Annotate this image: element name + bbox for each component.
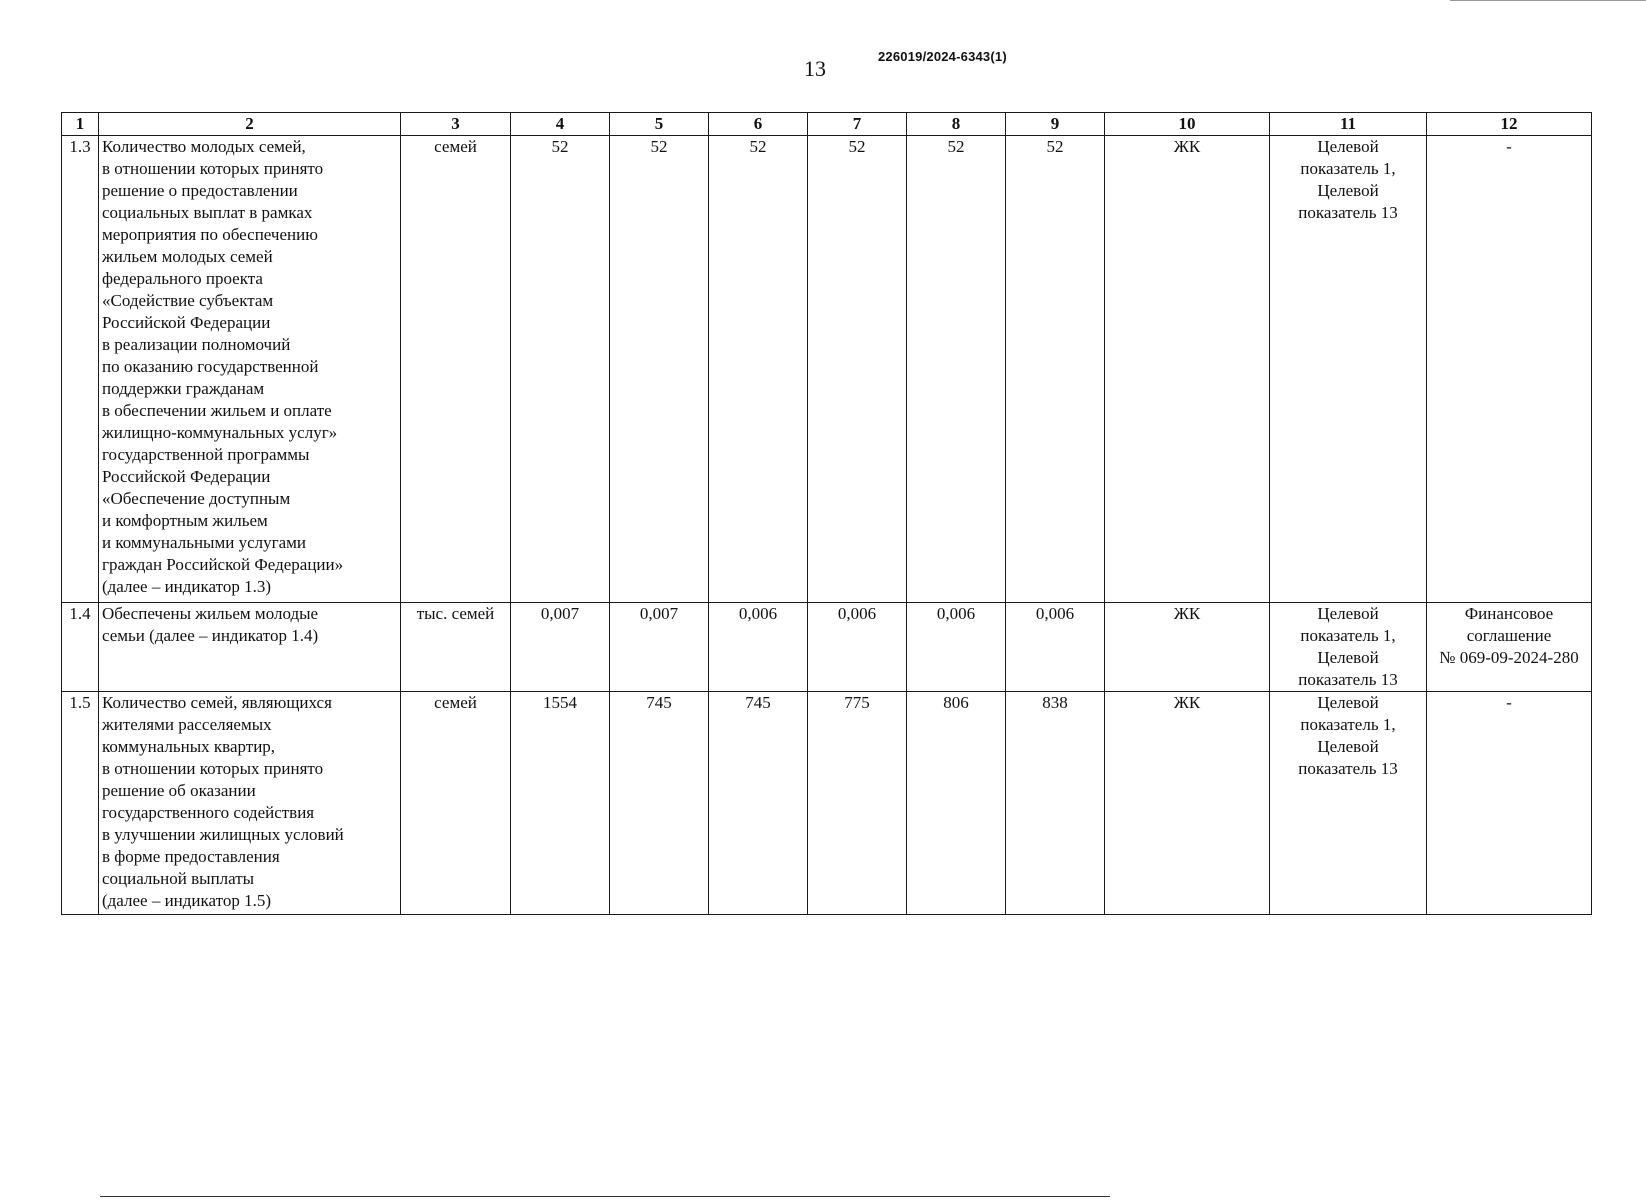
value-cell: 52 xyxy=(907,136,1006,603)
document-id: 226019/2024-6343(1) xyxy=(878,49,1007,64)
indicator-name: Количество семей, являющихся жителями расселяемых коммунальных квартир, в отношении которых принято решение об оказании государственного содействия в улучшении жилищных условий в форме предоставления социальной выплаты (далее – индикатор 1.5) xyxy=(99,692,401,915)
value-cell: 0,006 xyxy=(1006,603,1105,692)
scan-edge-line xyxy=(100,1196,1110,1197)
column-header: 8 xyxy=(907,113,1006,136)
value-cell: 0,006 xyxy=(907,603,1006,692)
column-header: 2 xyxy=(99,113,401,136)
value-cell: 806 xyxy=(907,692,1006,915)
column-header: 11 xyxy=(1270,113,1427,136)
value-cell: 0,007 xyxy=(610,603,709,692)
column-header: 6 xyxy=(709,113,808,136)
page-number: 13 xyxy=(804,56,826,81)
row-index: 1.5 xyxy=(62,692,99,915)
unit-cell: семей xyxy=(401,692,511,915)
column-header: 12 xyxy=(1427,113,1592,136)
column-header: 5 xyxy=(610,113,709,136)
table-row-1-3 xyxy=(62,136,1592,603)
value-cell: 52 xyxy=(610,136,709,603)
value-cell: 1554 xyxy=(511,692,610,915)
target-link-cell: Целевой показатель 1, Целевой показатель 13 xyxy=(1270,603,1427,692)
target-link-cell: Целевой показатель 1, Целевой показатель 13 xyxy=(1270,136,1427,603)
indicator-name: Количество молодых семей, в отношении которых принято решение о предоставлении социальных выплат в рамках мероприятия по обеспечению жильем молодых семей федерального проекта «Содействие субъектам Российской Федерации в реализации полномочий по оказанию государственной поддержки гражданам в обеспечении жильем и оплате жилищно-коммунальных услуг» государственной программы Российской Федерации «Обеспечение доступным и комфортным жильем и коммунальными услугами граждан Российской Федерации» (далее – индикатор 1.3) xyxy=(99,136,401,603)
unit-cell: семей xyxy=(401,136,511,603)
value-cell: 52 xyxy=(511,136,610,603)
edge-line-top xyxy=(1450,0,1646,1)
column-header: 4 xyxy=(511,113,610,136)
indicators-table xyxy=(61,112,1592,915)
value-cell: 745 xyxy=(709,692,808,915)
responsible-cell: ЖК xyxy=(1105,136,1270,603)
row-index: 1.4 xyxy=(62,603,99,692)
row-index: 1.3 xyxy=(62,136,99,603)
table-row-1-5 xyxy=(62,692,1592,915)
table-row-1-4 xyxy=(62,603,1592,692)
column-header: 3 xyxy=(401,113,511,136)
value-cell: 0,006 xyxy=(709,603,808,692)
value-cell: 838 xyxy=(1006,692,1105,915)
column-header: 9 xyxy=(1006,113,1105,136)
column-header: 10 xyxy=(1105,113,1270,136)
value-cell: 0,006 xyxy=(808,603,907,692)
responsible-cell: ЖК xyxy=(1105,692,1270,915)
indicator-name: Обеспечены жильем молодые семьи (далее – индикатор 1.4) xyxy=(99,603,401,692)
column-header: 7 xyxy=(808,113,907,136)
note-cell: - xyxy=(1427,136,1592,603)
target-link-cell: Целевой показатель 1, Целевой показатель 13 xyxy=(1270,692,1427,915)
unit-cell: тыс. семей xyxy=(401,603,511,692)
value-cell: 52 xyxy=(1006,136,1105,603)
value-cell: 745 xyxy=(610,692,709,915)
responsible-cell: ЖК xyxy=(1105,603,1270,692)
value-cell: 0,007 xyxy=(511,603,610,692)
note-cell: Финансовое соглашение № 069-09-2024-280 xyxy=(1427,603,1592,692)
note-cell: - xyxy=(1427,692,1592,915)
value-cell: 52 xyxy=(808,136,907,603)
value-cell: 52 xyxy=(709,136,808,603)
value-cell: 775 xyxy=(808,692,907,915)
column-number-row xyxy=(62,113,1592,136)
column-header: 1 xyxy=(62,113,99,136)
